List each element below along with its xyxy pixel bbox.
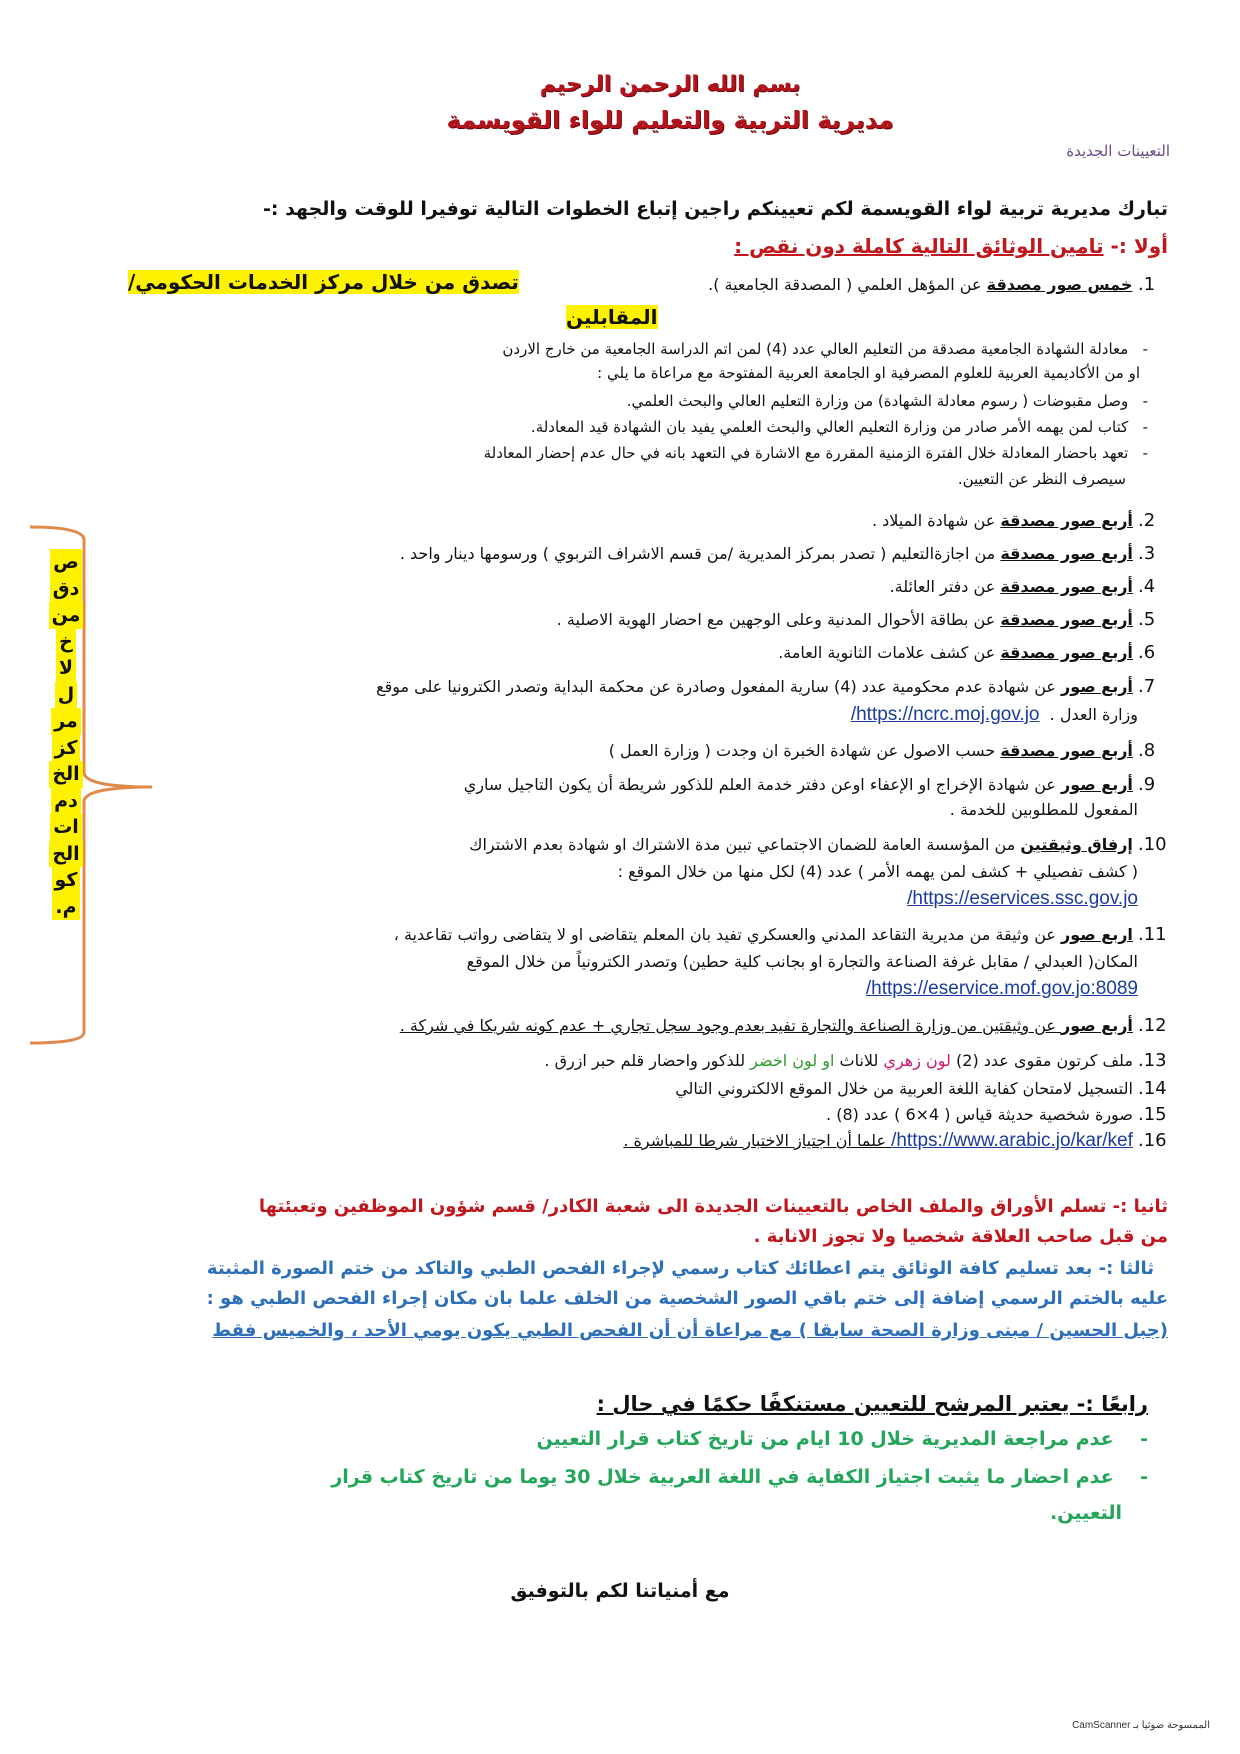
list-item-13: 13. ملف كرتون مقوى عدد (2) لون زهري للاناث او لون اخضر للذكور واحضار قلم حبر ازرق . — [544, 1050, 1167, 1071]
list-item-11: 11. اربع صور عن وثيقة من مديرية التقاعد المدني والعسكري تفيد بان المعلم يتقاضى او لا يتقاضى رواتب تقاعدية ، — [393, 924, 1167, 945]
list-item-15: 15. صورة شخصية حديثة قياس ( 4×6 ) عدد (8) . — [826, 1104, 1167, 1125]
pink-color-label: لون زهري — [883, 1051, 951, 1070]
list-item-7: 7. أربع صور عن شهادة عدم محكومية عدد (4) سارية المفعول وصادرة عن محكمة البداية وتصدر الكترونيا على موقع — [376, 676, 1156, 697]
section3-line3: (جبل الحسين / مبنى وزارة الصحة سابقا ) مع مراعاة أن أن الفحص الطبي يكون يومي الأحد ، والخميس فقط — [212, 1320, 1168, 1341]
ncrc-link[interactable]: /https://ncrc.moj.gov.jo — [850, 704, 1040, 725]
section1-heading — [734, 234, 1168, 258]
sub-item-equivalence-cont: او من الأكاديمية العربية للعلوم المصرفية او الجامعة العربية المفتوحة مع مراعاة ما يلي : — [597, 364, 1140, 382]
list-item-2: 2. أربع صور مصدقة عن شهادة الميلاد . — [871, 510, 1156, 531]
ssc-link[interactable]: /https://eservices.ssc.gov.jo — [907, 888, 1138, 909]
section4-item-2-cont: التعيين. — [1050, 1502, 1122, 1524]
list-item-8: 8. أربع صور مصدقة حسب الاصول عن شهادة الخبرة ان وجدت ( وزارة العمل ) — [608, 740, 1156, 761]
sidebar-note-text: ص دق من خ لا ل مر كز الخ دم ات الح كو م. — [46, 549, 86, 920]
list-item-9-cont: المفعول للمطلوبين للخدمة . — [949, 800, 1138, 819]
green-color-label: او لون اخضر — [750, 1051, 835, 1070]
section4-item-1: - عدم مراجعة المديرية خلال 10 ايام من تاريخ كتاب قرار التعيين — [536, 1428, 1148, 1450]
list-item-10-link-row — [907, 888, 1138, 910]
list-item-7-cont: وزارة العدل . /https://ncrc.moj.gov.jo — [850, 704, 1138, 725]
curly-bracket-icon — [22, 525, 152, 1045]
list-item-12: 12. أربع صور عن وثيقتين من وزارة الصناعة والتجارة تفيد بعدم وجود سجل تجاري + عدم كونه شريكا في شركة . — [399, 1015, 1167, 1036]
sub-item-pledge: - تعهد باحضار المعادلة خلال الفترة الزمنية المقررة مع الاشارة في التعهد بانه في حال عدم إحضار المعادلة — [483, 444, 1148, 462]
list-item-16: 16. /https://www.arabic.jo/kar/kef علما أن اجتياز الاختبار شرطا للمباشرة . — [623, 1130, 1167, 1151]
list-item-5: 5. أربع صور مصدقة عن بطاقة الأحوال المدنية وعلى الوجهين مع احضار الهوية الاصلية . — [556, 609, 1156, 630]
basmala-heading: بسم الله الرحمن الرحيم — [539, 72, 801, 97]
list-item-11-link-row — [866, 978, 1138, 1000]
section3-line1: ثالثا :- بعد تسليم كافة الوثائق يتم اعطائك كتاب رسمي لإجراء الفحص الطبي والتاكد من ختم الصورة المثبتة — [206, 1258, 1154, 1279]
list-item-6: 6. أربع صور مصدقة عن كشف علامات الثانوية العامة. — [778, 642, 1156, 663]
list-item-10-cont: ( كشف تفصيلي + كشف لمن يهمه الأمر ) عدد (4) لكل منها من خلال الموقع : — [617, 862, 1138, 881]
directorate-heading: مديرية التربية والتعليم للواء القويسمة — [446, 106, 894, 134]
sidebar-note — [22, 525, 152, 1045]
sub-item-equivalence: - معادلة الشهادة الجامعية مصدقة من التعليم العالي عدد (4) لمن اتم الدراسة الجامعية من خارج الاردن — [502, 340, 1148, 358]
closing-wish: مع أمنياتنا لكم بالتوفيق — [510, 1580, 730, 1602]
list-item-4: 4. أربع صور مصدقة عن دفتر العائلة. — [889, 576, 1156, 597]
highlight-note-2: المقابلين — [566, 305, 658, 329]
section1-prefix: أولا :- — [1103, 234, 1168, 258]
mof-link[interactable]: /https://eservice.mof.gov.jo:8089 — [865, 978, 1138, 999]
list-item-14: 14. التسجيل لامتحان كفاية اللغة العربية من خلال الموقع الالكتروني التالي — [675, 1078, 1167, 1099]
arabic-exam-link[interactable]: /https://www.arabic.jo/kar/kef — [891, 1130, 1133, 1151]
section3-line2: عليه بالختم الرسمي إضافة إلى ختم باقي الصور الشخصية من الخلف علما بان مكان إجراء الفحص الطبي هو : — [206, 1288, 1168, 1309]
section1-title: تامين الوثائق التالية كاملة دون نقص : — [734, 234, 1104, 258]
list-item-9: 9. أربع صور عن شهادة الإخراج او الإعفاء اوعن دفتر خدمة العلم للذكور شريطة أن يكون التاجيل ساري — [463, 774, 1156, 795]
intro-paragraph: تبارك مديرية تربية لواء القويسمة لكم تعيينكم راجين إتباع الخطوات التالية توفيرا للوقت والجهد :- — [262, 198, 1168, 220]
list-item-1: 1. خمس صور مصدقة عن المؤهل العلمي ( المصدقة الجامعية ). — [708, 274, 1156, 295]
list-item-3: 3. أربع صور مصدقة من اجازةالتعليم ( تصدر بمركز المديرية /من قسم الاشراف التربوي ) ورسومها دينار واحد . — [399, 543, 1156, 564]
document-subtitle: التعيينات الجديدة — [1066, 142, 1170, 160]
section4-item-2: - عدم احضار ما يثبت اجتياز الكفاية في اللغة العربية خلال 30 يوما من تاريخ كتاب قرار — [331, 1466, 1148, 1488]
list-item-11-cont: المكان( العبدلي / مقابل غرفة الصناعة والتجارة او بجانب كلية حطين) وتصدر الكترونياً من خلال الموقع — [466, 952, 1138, 971]
scanner-watermark: الممسوحة ضوئيا بـ CamScanner — [1072, 1720, 1210, 1731]
list-item-10: 10. إرفاق وثيقتين من المؤسسة العامة للضمان الاجتماعي تبين مدة الاشتراك او شهادة بعدم الاشتراك — [469, 834, 1167, 855]
highlight-note-1: تصدق من خلال مركز الخدمات الحكومي/ — [128, 270, 519, 294]
sub-item-letter: - كتاب لمن يهمه الأمر صادر من وزارة التعليم العالي والبحث العلمي يفيد بان الشهادة قيد المعادلة. — [530, 418, 1148, 436]
sub-item-pledge-cont: سيصرف النظر عن التعيين. — [957, 470, 1126, 488]
sub-item-receipt: - وصل مقبوضات ( رسوم معادلة الشهادة) من وزارة التعليم العالي والبحث العلمي. — [626, 392, 1148, 410]
section4-title: رابعًا :- يعتبر المرشح للتعيين مستنكفًا حكمًا في حال : — [596, 1392, 1148, 1416]
section2-line1: ثانيا :- تسلم الأوراق والملف الخاص بالتعيينات الجديدة الى شعبة الكادر/ قسم شؤون الموظفين وتعبئتها — [258, 1196, 1168, 1217]
section2-line2: من قبل صاحب العلاقة شخصيا ولا تجوز الانابة . — [753, 1226, 1168, 1247]
